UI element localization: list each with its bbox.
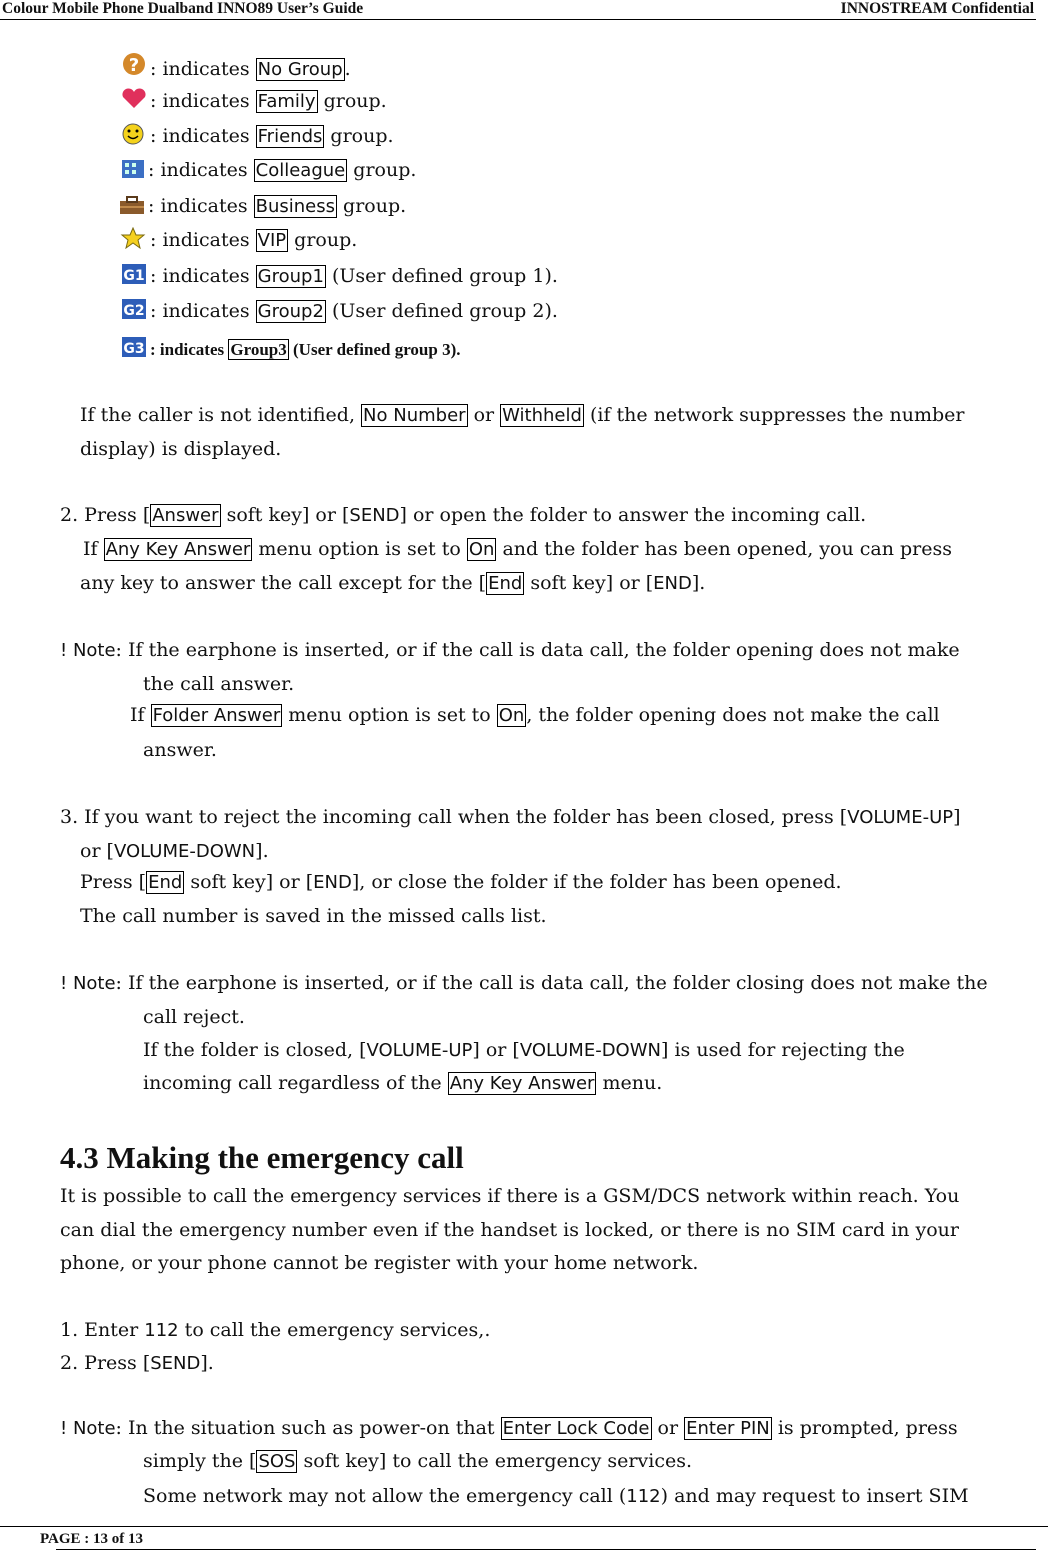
svg-text:?: ?	[128, 55, 140, 76]
step3-line2: or [VOLUME-DOWN].	[80, 840, 269, 862]
heart-icon	[120, 88, 150, 110]
note3-line2: simply the [ SOS soft key] to call the emergency services.	[143, 1450, 692, 1472]
svg-text:G2: G2	[123, 303, 145, 319]
step3-line3: Press [ End soft key] or [END], or close the folder if the folder has been opened.	[80, 871, 842, 893]
note3-line3: Some network may not allow the emergency call (112) and may request to insert SIM	[143, 1485, 969, 1507]
group-business: Business	[255, 196, 336, 217]
step3-line4: The call number is saved in the missed calls list.	[80, 905, 547, 927]
step2-line1: 2. Press [ Answer soft key] or [SEND] or open the folder to answer the incoming call.	[60, 504, 867, 526]
footer-divider	[0, 1526, 1048, 1527]
page-header	[0, 0, 1036, 20]
svg-text:G3: G3	[123, 341, 145, 357]
group-line-group2: G2 : indicates Group2 (User defined group 2).	[120, 298, 558, 325]
group-family: Family	[257, 91, 316, 112]
section-heading: 4.3 Making the emergency call	[60, 1140, 464, 1175]
star-icon	[120, 227, 150, 249]
g3-icon	[120, 336, 150, 358]
step2-line3: any key to answer the call except for the [ End soft key] or [END].	[80, 572, 706, 594]
emergency-step2: 2. Press [SEND].	[60, 1352, 214, 1374]
group-line-group3: G3 : indicates Group3 (User defined group 3).	[120, 336, 461, 363]
step2-line2: If Any Key Answer menu option is set to On and the folder has been opened, you can press	[83, 538, 952, 560]
briefcase-icon	[118, 195, 148, 215]
note1-line4: answer.	[143, 739, 217, 761]
group-line-no-group: ? : indicates No Group .	[120, 52, 351, 83]
section-paragraph-line1: It is possible to call the emergency services if there is a GSM/DCS network within reach. You	[60, 1185, 960, 1207]
note1-line2: the call answer.	[143, 673, 295, 695]
note2-line3: If the folder is closed, [VOLUME-UP] or [VOLUME-DOWN] is used for rejecting the	[143, 1039, 905, 1061]
group-group2: Group2	[257, 301, 324, 322]
note-label: ! Note	[60, 640, 116, 661]
group-friends: Friends	[257, 126, 323, 147]
note1-line1: ! Note: If the earphone is inserted, or if the call is data call, the folder opening does not make	[60, 639, 960, 661]
emergency-step1: 1. Enter 112 to call the emergency services,.	[60, 1319, 491, 1341]
note2-line1: ! Note: If the earphone is inserted, or if the call is data call, the folder closing does not make the	[60, 972, 988, 994]
svg-text:G1: G1	[123, 268, 145, 284]
caller-paragraph-line2: display) is displayed.	[80, 438, 282, 460]
header-confidential: INNOSTREAM Confidential	[840, 0, 1034, 17]
note1-line3: If Folder Answer menu option is set to On , the folder opening does not make the call	[130, 704, 940, 726]
header-title: Colour Mobile Phone Dualband INNO89 User’s Guide	[2, 0, 364, 17]
note-label: ! Note	[60, 1418, 116, 1439]
note3-line1: ! Note: In the situation such as power-on that Enter Lock Code or Enter PIN is prompted, press	[60, 1417, 958, 1439]
question-mark-icon	[120, 52, 150, 78]
note2-line2: call reject.	[143, 1006, 245, 1028]
building-icon	[120, 157, 148, 179]
group-no-group: No Group	[257, 59, 343, 80]
footer-underline	[56, 1549, 1036, 1550]
step3-line1: 3. If you want to reject the incoming call when the folder has been closed, press [VOLUME-UP]	[60, 806, 961, 828]
caller-paragraph-line1: If the caller is not identified, No Number or Withheld (if the network suppresses the number	[80, 404, 965, 426]
group-vip: VIP	[257, 230, 287, 251]
group-colleague: Colleague	[255, 160, 346, 181]
group-line-business: : indicates Business group.	[118, 193, 406, 220]
note2-line4: incoming call regardless of the Any Key Answer menu.	[143, 1072, 663, 1094]
note-label: ! Note	[60, 973, 116, 994]
group-line-vip: : indicates VIP group.	[120, 227, 357, 254]
group-line-family: : indicates Family group.	[120, 88, 387, 115]
page-number: PAGE : 13 of 13	[40, 1531, 144, 1547]
group-line-colleague: : indicates Colleague group.	[120, 157, 416, 184]
g1-icon	[120, 263, 150, 285]
group-line-friends: : indicates Friends group.	[120, 123, 394, 150]
smiley-icon	[120, 123, 150, 145]
section-paragraph-line2: can dial the emergency number even if the handset is locked, or there is no SIM card in your	[60, 1219, 959, 1241]
group-line-group1: G1 : indicates Group1 (User defined group 1).	[120, 263, 558, 290]
g2-icon	[120, 298, 150, 320]
group-group3: Group3	[230, 340, 287, 359]
section-paragraph-line3: phone, or your phone cannot be register with your home network.	[60, 1252, 699, 1274]
group-group1: Group1	[257, 266, 324, 287]
